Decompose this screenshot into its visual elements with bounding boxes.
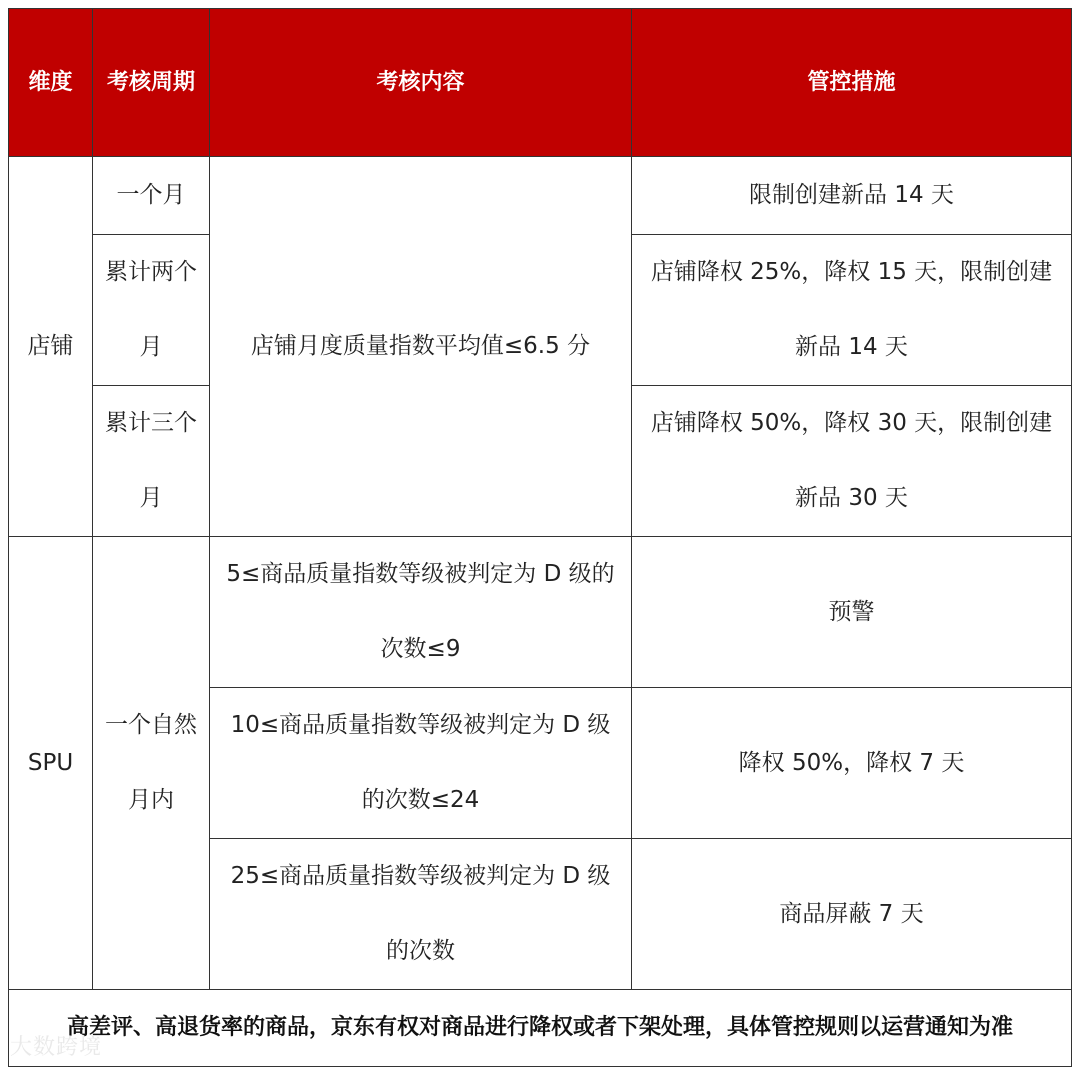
- store-measure: 限制创建新品 14 天: [632, 157, 1072, 235]
- spu-content: 10≤商品质量指数等级被判定为 D 级的次数≤24: [210, 688, 632, 839]
- spu-measure: 商品屏蔽 7 天: [632, 839, 1072, 990]
- store-measure: 店铺降权 50%，降权 30 天，限制创建新品 30 天: [632, 386, 1072, 537]
- rules-table: [8, 8, 1072, 1067]
- spu-dimension: SPU: [9, 537, 93, 990]
- header-measures: 管控措施: [632, 9, 1072, 157]
- store-dimension: 店铺: [9, 157, 93, 537]
- spu-measure: 预警: [632, 537, 1072, 688]
- watermark: 大数跨境: [10, 1035, 103, 1060]
- spu-content: 5≤商品质量指数等级被判定为 D 级的次数≤9: [210, 537, 632, 688]
- store-period: 一个月: [93, 157, 210, 235]
- header-period: 考核周期: [93, 9, 210, 157]
- spu-period: 一个自然月内: [93, 537, 210, 990]
- store-measure: 店铺降权 25%，降权 15 天，限制创建新品 14 天: [632, 235, 1072, 386]
- header-content: 考核内容: [210, 9, 632, 157]
- footer-note: 高差评、高退货率的商品，京东有权对商品进行降权或者下架处理，具体管控规则以运营通知为准: [9, 990, 1072, 1067]
- store-content: 店铺月度质量指数平均值≤6.5 分: [210, 157, 632, 537]
- spu-measure: 降权 50%，降权 7 天: [632, 688, 1072, 839]
- store-period: 累计两个月: [93, 235, 210, 386]
- store-period: 累计三个月: [93, 386, 210, 537]
- spu-content: 25≤商品质量指数等级被判定为 D 级的次数: [210, 839, 632, 990]
- header-dimension: 维度: [9, 9, 93, 157]
